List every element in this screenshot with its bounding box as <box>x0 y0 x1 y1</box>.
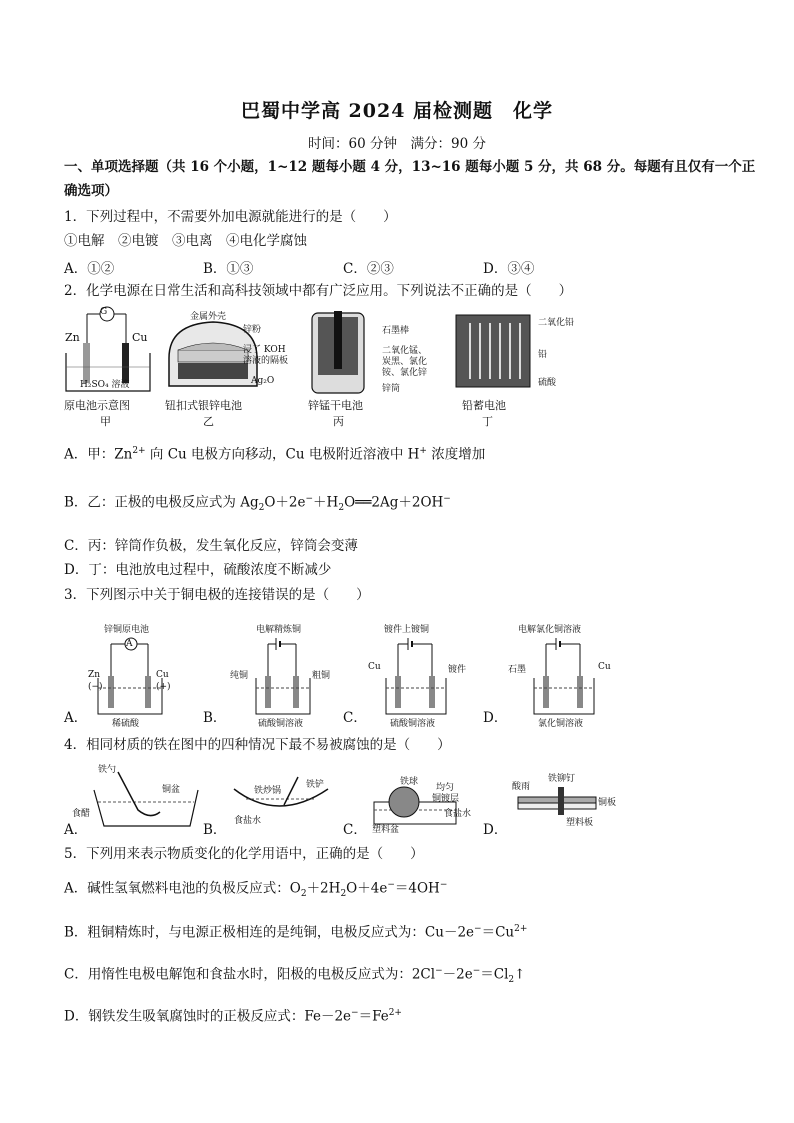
pb-label: 铅 <box>538 350 548 360</box>
copper-plate <box>518 797 596 803</box>
cu-label: Cu <box>132 331 148 344</box>
beaker <box>256 678 310 714</box>
copper-basin <box>94 790 198 826</box>
paste-label-3: 铵、氯化锌 <box>382 368 428 378</box>
q5-option-b: B．粗铜精炼时，与电源正极相连的是纯铜，电极反应式为：$Cu-2e^-=Cu^{2+}$ <box>64 924 528 941</box>
battery-case <box>456 315 530 387</box>
lead-battery-diagram <box>452 309 534 391</box>
q3-option-d-letter: D． <box>483 710 508 726</box>
brine-label: 食盐水 <box>234 816 262 826</box>
acid-rain-label: 酸雨 <box>512 782 531 792</box>
q4-fig-a <box>72 762 200 832</box>
coating-label: 均匀 <box>436 783 455 793</box>
ball-label: 铁球 <box>400 777 419 787</box>
section-heading-cont: 确选项） <box>64 183 118 199</box>
page-title: 巴蜀中学高 2024 届检测题 化学 <box>240 100 554 122</box>
vinegar-label: 食醋 <box>72 809 91 819</box>
q5-option-a: A．碱性氢氧燃料电池的负极反应式：$O_2+2H_2O+4e^-=4OH^-$ <box>64 880 448 900</box>
q2-stem: 2．化学电源在日常生活和高科技领域中都有广泛应用。下列说法不正确的是（ ） <box>64 283 573 299</box>
fig-label: 乙 <box>203 415 214 428</box>
basin-label: 铜盆 <box>162 785 181 795</box>
koh-label-cont: 溶液的隔板 <box>243 356 289 366</box>
left-electrode-label: 石墨 <box>508 665 527 675</box>
q4-fig-d <box>512 774 632 828</box>
q2-option-d: D．丁：电池放电过程中，硫酸浓度不断减少 <box>64 562 332 578</box>
solution-label: 硫酸铜溶液 <box>390 719 436 729</box>
q4-option-a-letter: A． <box>64 822 88 838</box>
q4-option-d-letter: D． <box>483 822 508 838</box>
zinc-label: 锌粉 <box>243 325 262 335</box>
q4-option-c-letter: C． <box>343 822 367 838</box>
fig-caption: 原电池示意图 <box>64 399 130 412</box>
can-label: 锌筒 <box>382 384 401 394</box>
q1-option-a: A．①② <box>64 261 115 277</box>
q2-option-b: B．乙：正极的电极反应式为 $Ag_2O+2e^-+H_2O══2Ag+2OH^-$ <box>64 494 451 514</box>
left-electrode-label: Cu <box>368 662 381 672</box>
rivet-label: 铁铆钉 <box>548 774 576 784</box>
q4-fig-b <box>228 775 338 825</box>
pbo2-label: 二氧化铅 <box>538 318 575 328</box>
q5-option-d: D．钢铁发生吸氧腐蚀时的正极反应式：$Fe-2e^-=Fe^{2+}$ <box>64 1008 402 1025</box>
cucl2-electrolysis-diagram <box>508 634 618 720</box>
ag2o-layer <box>178 363 248 379</box>
q2-option-a: A．甲：$Zn^{2+}$ 向 Cu 电极方向移动，Cu 电极附近溶液中 H+ 浓度增加 <box>64 446 486 463</box>
right-electrode-label: 粗铜 <box>312 671 331 681</box>
right-electrode-label: 镀件 <box>448 665 467 675</box>
q2-fig-lead-battery <box>452 309 575 428</box>
fig-title: 电解精炼铜 <box>256 625 302 635</box>
q3-option-b-letter: B． <box>203 710 227 726</box>
q1-items: ①电解 ②电镀 ③电离 ④电化学腐蚀 <box>64 233 307 249</box>
galvanometer-label: G <box>100 307 108 317</box>
q4-fig-c <box>370 772 480 835</box>
q4-stem: 4．相同材质的铁在图中的四种情况下最不易被腐蚀的是（ ） <box>64 737 451 753</box>
plating-diagram <box>366 634 476 720</box>
q3-option-a-letter: A． <box>64 710 88 726</box>
fig-label: 甲 <box>100 415 111 428</box>
wok-label: 铁炒锅 <box>254 786 282 796</box>
fig-title: 锌铜原电池 <box>104 625 150 635</box>
acid-label: 硫酸 <box>538 378 557 388</box>
right-electrode-label: Cu <box>156 670 169 680</box>
q1-option-b: B．①③ <box>203 261 254 277</box>
right-electrode-label: Cu <box>598 662 611 672</box>
spoon-label: 铁勺 <box>98 765 117 775</box>
iron-rivet <box>558 787 564 815</box>
solution-label: 硫酸铜溶液 <box>258 719 304 729</box>
plastic-label: 塑料板 <box>566 818 594 828</box>
q1-stem: 1．下列过程中，不需要外加电源就能进行的是（ ） <box>64 209 397 225</box>
q2-option-c: C．丙：锌筒作负极，发生氧化反应，锌筒会变薄 <box>64 538 358 554</box>
plastic-plate <box>518 803 596 809</box>
q3-stem: 3．下列图示中关于铜电极的连接错误的是（ ） <box>64 587 370 603</box>
brine-label: 食盐水 <box>444 809 472 819</box>
q2-fig-button-battery <box>163 308 289 428</box>
iron-ball <box>389 787 419 817</box>
iron-spoon <box>118 772 160 816</box>
iron-spatula <box>284 777 298 805</box>
exam-time-info: 时间：60 分钟 满分：90 分 <box>308 136 486 152</box>
left-electrode-label: 纯铜 <box>230 671 249 681</box>
fig-title: 镀件上镀铜 <box>384 625 430 635</box>
q4-option-b-letter: B． <box>203 822 227 838</box>
basin-label: 塑料盆 <box>372 825 400 835</box>
q5-option-c: C．用惰性电极电解饱和食盐水时，阳极的电极反应式为：$2Cl^--2e^-=Cl_2↑$ <box>64 966 526 986</box>
solution-label: 稀硫酸 <box>112 719 140 729</box>
koh-label: 浸了 KOH <box>243 345 286 355</box>
solution-label: 氯化铜溶液 <box>538 719 584 729</box>
ag2o-label: Ag₂O <box>251 376 275 386</box>
graphite-rod <box>334 311 342 369</box>
coating-label-2: 铜镀层 <box>432 794 460 804</box>
beaker <box>98 678 162 714</box>
q2-fig-dry-cell <box>306 307 428 428</box>
paste-label: 二氧化锰、 <box>382 346 428 356</box>
solution-label: H₂SO₄ 溶液 <box>80 380 130 390</box>
ammeter-label: A <box>126 639 133 649</box>
fig-title: 电解氯化铜溶液 <box>518 625 582 635</box>
separator <box>178 350 248 362</box>
fig-label: 丙 <box>333 415 344 428</box>
zn-label: Zn <box>65 331 80 344</box>
q5-stem: 5．下列用来表示物质变化的化学用语中，正确的是（ ） <box>64 846 424 862</box>
left-sign-label: (−) <box>88 682 103 692</box>
right-sign-label: (+) <box>156 682 171 692</box>
left-electrode-label: Zn <box>88 670 101 680</box>
q3-option-c-letter: C． <box>343 710 367 726</box>
q1-option-c: C．②③ <box>343 261 394 277</box>
q1-option-d: D．③④ <box>483 261 535 277</box>
dry-cell-diagram <box>306 307 376 395</box>
fig-caption: 铅蓄电池 <box>462 399 506 412</box>
fig-caption: 钮扣式银锌电池 <box>165 399 242 412</box>
paste-label-2: 炭黑、氯化 <box>382 357 428 367</box>
fig-label: 丁 <box>482 415 493 428</box>
fig-caption: 锌锰干电池 <box>308 399 363 412</box>
q2-fig-galvanic-cell <box>62 305 157 428</box>
section-heading: 一、单项选择题（共 16 个小题，1~12 题每小题 4 分，13~16 题每小题 5 分，共 68 分。每题有且仅有一个正 <box>64 159 756 175</box>
shell-label: 金属外壳 <box>190 312 227 322</box>
copper-label: 铜板 <box>598 798 617 808</box>
spatula-label: 铁铲 <box>306 780 325 790</box>
rod-label: 石墨棒 <box>382 326 410 336</box>
zn-cu-cell-diagram <box>86 634 196 720</box>
